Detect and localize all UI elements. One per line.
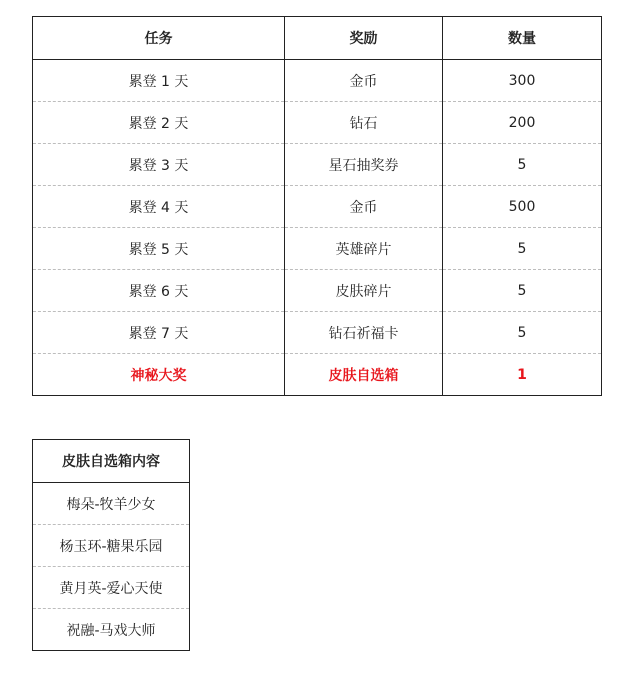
task-cell: 累登 7 天 [33,312,285,354]
table-row [33,270,602,312]
column-header-quantity: 数量 [443,17,602,60]
quantity-cell: 500 [443,186,602,228]
task-cell: 累登 3 天 [33,144,285,186]
table-row [33,228,602,270]
reward-cell: 钻石 [285,102,443,144]
skin-item: 杨玉环-糖果乐园 [33,525,190,567]
table-row [33,312,602,354]
column-header-task: 任务 [33,17,285,60]
grand-prize-quantity: 1 [443,354,602,396]
quantity-cell: 5 [443,270,602,312]
task-cell: 累登 5 天 [33,228,285,270]
table-row [33,567,190,609]
table-row [33,483,190,525]
reward-cell: 金币 [285,186,443,228]
table-row [33,144,602,186]
skin-item: 黄月英-爱心天使 [33,567,190,609]
table-row [33,525,190,567]
table-row [33,186,602,228]
column-header-reward: 奖励 [285,17,443,60]
table-row [33,102,602,144]
reward-cell: 星石抽奖券 [285,144,443,186]
skin-item: 祝融-马戏大师 [33,609,190,651]
reward-cell: 金币 [285,60,443,102]
reward-cell: 皮肤碎片 [285,270,443,312]
task-cell: 累登 1 天 [128,73,189,90]
quantity-cell: 200 [443,102,602,144]
quantity-cell: 300 [443,60,602,102]
quantity-cell: 5 [443,144,602,186]
rewards-table [32,16,602,396]
skin-box-contents-table [32,439,190,651]
table-header-row [33,17,602,60]
table-header-row [33,440,190,483]
task-cell: 累登 2 天 [33,102,285,144]
reward-cell: 钻石祈福卡 [285,312,443,354]
table-row [33,609,190,651]
quantity-cell: 5 [443,228,602,270]
task-cell: 累登 6 天 [33,270,285,312]
quantity-cell: 5 [443,312,602,354]
skin-item: 梅朵-牧羊少女 [66,496,156,513]
reward-cell: 英雄碎片 [285,228,443,270]
table-row [33,60,602,102]
skin-box-header: 皮肤自选箱内容 [33,440,190,483]
grand-prize-reward: 皮肤自选箱 [285,354,443,396]
grand-prize-row [33,354,602,396]
task-cell: 累登 4 天 [33,186,285,228]
grand-prize-task: 神秘大奖 [33,354,285,396]
